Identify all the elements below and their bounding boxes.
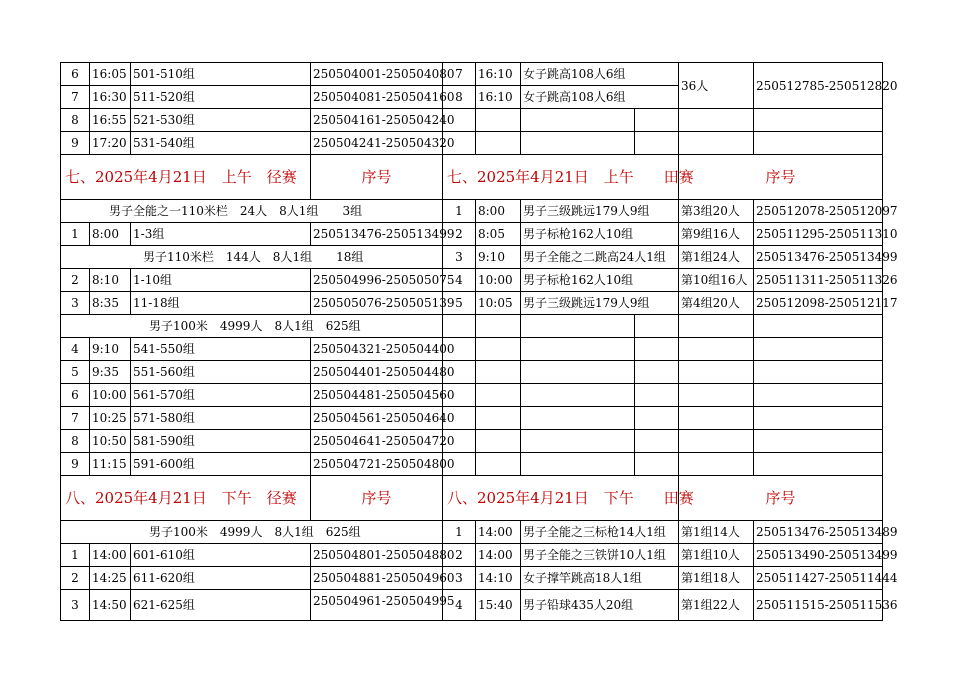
field-seq: 250511515-250511536 xyxy=(754,590,883,621)
table-row xyxy=(61,567,883,590)
row-time: 9:10 xyxy=(90,338,131,361)
group-title: 男子110米栏 144人 8人1组 18组 xyxy=(61,246,443,269)
row-seq: 250504001-250504080 xyxy=(311,63,443,86)
table-row xyxy=(61,109,883,132)
row-time: 10:00 xyxy=(90,384,131,407)
field-number: 4 xyxy=(443,269,476,292)
field-event: 女子撑竿跳高18人1组 xyxy=(521,567,679,590)
row-groups: 621-625组 xyxy=(131,590,311,621)
field-group: 第1组22人 xyxy=(679,590,754,621)
row-number: 2 xyxy=(61,567,90,590)
row-time: 10:50 xyxy=(90,430,131,453)
table-row xyxy=(61,269,883,292)
field-seq: 250513476-250513499 xyxy=(754,246,883,269)
row-groups: 11-18组 xyxy=(131,292,311,315)
field-group: 第1组10人 xyxy=(679,544,754,567)
field-number: 8 xyxy=(443,86,476,109)
row-groups: 1-10组 xyxy=(131,269,311,292)
row-groups: 581-590组 xyxy=(131,430,311,453)
group-title: 男子100米 4999人 8人1组 625组 xyxy=(61,521,443,544)
row-groups: 501-510组 xyxy=(131,63,311,86)
row-number: 6 xyxy=(61,384,90,407)
field-number: 3 xyxy=(443,246,476,269)
field-event: 男子标枪162人10组 xyxy=(521,223,679,246)
field-time: 10:05 xyxy=(476,292,521,315)
field-time: 8:00 xyxy=(476,200,521,223)
row-number: 8 xyxy=(61,430,90,453)
field-event: 女子跳高108人6组 xyxy=(521,63,679,86)
row-time: 10:25 xyxy=(90,407,131,430)
field-number: 7 xyxy=(443,63,476,86)
table-row xyxy=(61,430,883,453)
row-number: 5 xyxy=(61,361,90,384)
field-number: 5 xyxy=(443,292,476,315)
row-seq: 250504161-250504240 xyxy=(311,109,443,132)
row-time: 14:00 xyxy=(90,544,131,567)
row-time: 17:20 xyxy=(90,132,131,155)
row-number: 2 xyxy=(61,269,90,292)
row-number: 9 xyxy=(61,453,90,476)
field-time: 10:00 xyxy=(476,269,521,292)
section-seq-label: 序号 xyxy=(679,155,883,200)
group-title: 男子全能之一110米栏 24人 8人1组 3组 xyxy=(61,200,443,223)
field-event: 男子铅球435人20组 xyxy=(521,590,679,621)
field-seq: 250513476-250513489 xyxy=(754,521,883,544)
row-seq: 250504801-250504880 xyxy=(311,544,443,567)
row-groups: 611-620组 xyxy=(131,567,311,590)
field-time: 8:05 xyxy=(476,223,521,246)
field-group: 第9组16人 xyxy=(679,223,754,246)
row-groups: 531-540组 xyxy=(131,132,311,155)
row-seq: 250504961-250504995 xyxy=(311,590,443,621)
field-number: 2 xyxy=(443,544,476,567)
row-groups: 521-530组 xyxy=(131,109,311,132)
section-header xyxy=(61,155,883,200)
field-seq: 250511311-250511326 xyxy=(754,269,883,292)
row-time: 9:35 xyxy=(90,361,131,384)
table-row xyxy=(61,132,883,155)
field-event: 男子全能之三标枪14人1组 xyxy=(521,521,679,544)
row-seq: 250513476-250513499 xyxy=(311,223,443,246)
field-event: 男子标枪162人10组 xyxy=(521,269,679,292)
table-row xyxy=(61,63,883,86)
group-row xyxy=(61,246,883,269)
row-groups: 541-550组 xyxy=(131,338,311,361)
row-number: 3 xyxy=(61,590,90,621)
row-time: 11:15 xyxy=(90,453,131,476)
section-seq-label: 序号 xyxy=(679,476,883,521)
row-time: 8:35 xyxy=(90,292,131,315)
row-number: 3 xyxy=(61,292,90,315)
row-seq: 250504081-250504160 xyxy=(311,86,443,109)
table-row xyxy=(61,544,883,567)
field-group: 第3组20人 xyxy=(679,200,754,223)
field-event: 男子全能之三铁饼10人1组 xyxy=(521,544,679,567)
table-row xyxy=(61,407,883,430)
table-row xyxy=(61,223,883,246)
section-seq-label: 序号 xyxy=(311,155,443,200)
section-title: 八、2025年4月21日 下午 田赛 xyxy=(443,476,679,521)
row-time: 14:50 xyxy=(90,590,131,621)
field-time: 14:00 xyxy=(476,521,521,544)
field-event: 男子三级跳远179人9组 xyxy=(521,292,679,315)
field-seq: 250512098-250512117 xyxy=(754,292,883,315)
row-groups: 511-520组 xyxy=(131,86,311,109)
field-number: 1 xyxy=(443,521,476,544)
row-seq: 250504401-250504480 xyxy=(311,361,443,384)
section-title: 七、2025年4月21日 上午 径赛 xyxy=(61,155,311,200)
section-title: 七、2025年4月21日 上午 田赛 xyxy=(443,155,679,200)
row-seq: 250504996-250505075 xyxy=(311,269,443,292)
row-time: 16:05 xyxy=(90,63,131,86)
table-row xyxy=(61,361,883,384)
section-seq-label: 序号 xyxy=(311,476,443,521)
group-title: 男子100米 4999人 8人1组 625组 xyxy=(61,315,443,338)
field-group: 第4组20人 xyxy=(679,292,754,315)
group-row xyxy=(61,521,883,544)
row-seq: 250504321-250504400 xyxy=(311,338,443,361)
field-seq: 250512785-250512820 xyxy=(754,63,883,109)
field-event: 男子全能之二跳高24人1组 xyxy=(521,246,679,269)
row-time: 8:10 xyxy=(90,269,131,292)
row-groups: 591-600组 xyxy=(131,453,311,476)
field-time: 16:10 xyxy=(476,86,521,109)
row-seq: 250504881-250504960 xyxy=(311,567,443,590)
field-seq: 250511427-250511444 xyxy=(754,567,883,590)
field-time: 9:10 xyxy=(476,246,521,269)
field-group: 第1组18人 xyxy=(679,567,754,590)
field-time: 14:10 xyxy=(476,567,521,590)
table-row xyxy=(61,384,883,407)
field-group: 第10组16人 xyxy=(679,269,754,292)
field-time: 16:10 xyxy=(476,63,521,86)
row-number: 8 xyxy=(61,109,90,132)
field-number: 1 xyxy=(443,200,476,223)
field-time: 14:00 xyxy=(476,544,521,567)
field-group: 第1组24人 xyxy=(679,246,754,269)
section-title: 八、2025年4月21日 下午 径赛 xyxy=(61,476,311,521)
field-seq: 250511295-250511310 xyxy=(754,223,883,246)
field-seq: 250513490-250513499 xyxy=(754,544,883,567)
field-event: 男子三级跳远179人9组 xyxy=(521,200,679,223)
row-number: 4 xyxy=(61,338,90,361)
schedule-sheet xyxy=(60,62,898,613)
row-groups: 551-560组 xyxy=(131,361,311,384)
row-groups: 601-610组 xyxy=(131,544,311,567)
field-event: 女子跳高108人6组 xyxy=(521,86,679,109)
table-row xyxy=(61,338,883,361)
row-groups: 571-580组 xyxy=(131,407,311,430)
row-number: 1 xyxy=(61,544,90,567)
table-row xyxy=(61,453,883,476)
row-number: 6 xyxy=(61,63,90,86)
row-seq: 250504481-250504560 xyxy=(311,384,443,407)
field-time: 15:40 xyxy=(476,590,521,621)
field-group: 第1组14人 xyxy=(679,521,754,544)
row-time: 16:30 xyxy=(90,86,131,109)
field-number: 2 xyxy=(443,223,476,246)
row-time: 8:00 xyxy=(90,223,131,246)
table-row xyxy=(61,590,883,621)
group-row xyxy=(61,200,883,223)
section-header xyxy=(61,476,883,521)
row-groups: 561-570组 xyxy=(131,384,311,407)
row-groups: 1-3组 xyxy=(131,223,311,246)
row-number: 1 xyxy=(61,223,90,246)
row-number: 7 xyxy=(61,86,90,109)
group-row xyxy=(61,315,883,338)
row-number: 7 xyxy=(61,407,90,430)
field-people: 36人 xyxy=(679,63,754,109)
row-seq: 250505076-250505139 xyxy=(311,292,443,315)
table-row xyxy=(61,292,883,315)
row-seq: 250504721-250504800 xyxy=(311,453,443,476)
field-number: 4 xyxy=(443,590,476,621)
schedule-table xyxy=(60,62,898,621)
row-time: 16:55 xyxy=(90,109,131,132)
row-time: 14:25 xyxy=(90,567,131,590)
row-seq: 250504241-250504320 xyxy=(311,132,443,155)
field-seq: 250512078-250512097 xyxy=(754,200,883,223)
field-number: 3 xyxy=(443,567,476,590)
row-number: 9 xyxy=(61,132,90,155)
row-seq: 250504561-250504640 xyxy=(311,407,443,430)
row-seq: 250504641-250504720 xyxy=(311,430,443,453)
